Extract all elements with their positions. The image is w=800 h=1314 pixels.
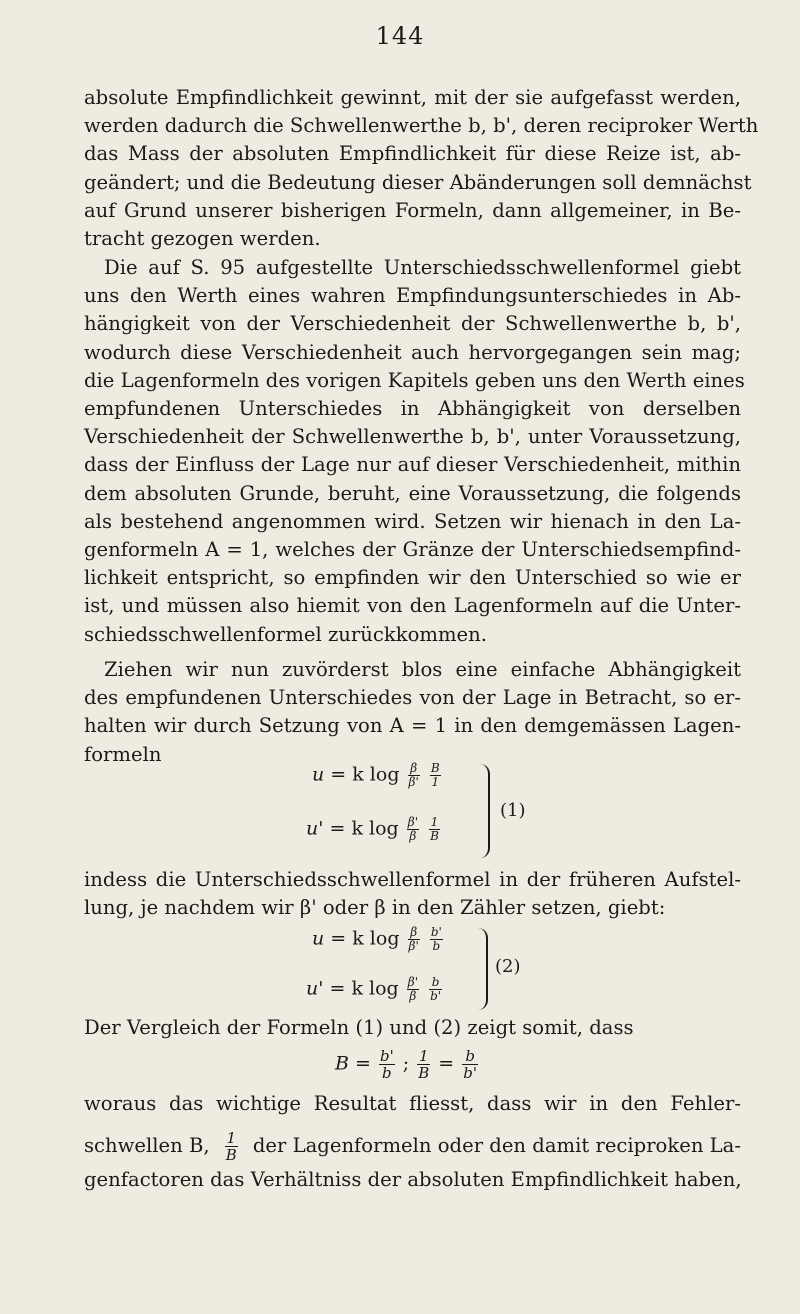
paragraph-2 [84,254,745,649]
formula-brace [478,928,488,1010]
text-line: Der Vergleich der Formeln (1) und (2) zeigt somit, dass [84,1016,634,1039]
paragraph-6 [84,1090,741,1118]
text-segment: der Lagenformeln oder den damit reciproken La- [252,1134,741,1158]
text-line: hängigkeit von der Verschiedenheit der Schwellenwerthe b, b', [84,312,741,336]
formula-operator: = k log [329,977,399,1000]
fraction-denominator: β' [408,775,419,789]
text-line: uns den Werth eines wahren Empfindungsunterschiedes in Ab- [84,284,741,308]
formula-2-line-a [312,926,445,953]
fraction-numerator: β [408,926,420,940]
text-line: das Mass der absoluten Empfindlichkeit für diese Reize ist, ab- [84,142,741,166]
fraction [430,926,443,953]
text-line: ist, und müssen also hiemit von den Lagenformeln auf die Unter- [84,594,741,618]
formula-operator: = k log [330,763,400,786]
fraction-numerator: β' [407,815,419,829]
fraction-denominator: 1 [431,775,440,789]
fraction [462,1048,478,1081]
formula-operator: = k log [329,817,399,840]
text-line: indess die Unterschiedsschwellenformel in der früheren Aufstel- [84,868,741,891]
formula-3 [335,1048,480,1081]
text-line: formeln [84,742,162,766]
text-line: lichkeit entspricht, so empfinden wir den Unterschied so wie er [84,566,741,590]
fraction [379,1048,395,1081]
formula-separator: ; [402,1052,410,1075]
fraction [429,976,442,1003]
fraction-numerator: b [429,976,442,990]
fraction-numerator: β' [407,975,419,989]
fraction-numerator: b [462,1048,478,1065]
text-line: Ziehen wir nun zuvörderst blos eine einfache Abhängigkeit [104,658,741,681]
equation-number: (2) [495,956,521,977]
text-line: woraus das wichtige Resultat fliesst, dass wir in den Fehler- [84,1092,741,1115]
formula-operator: = k log [330,927,400,950]
formula-brace [480,764,490,858]
text-line: auf Grund unserer bisherigen Formeln, dann allgemeiner, in Be- [84,198,741,222]
text-line: tracht gezogen werden. [84,227,321,251]
equation-number: (1) [500,800,526,821]
page-number: 144 [375,22,425,50]
fraction-denominator: b' [430,989,442,1003]
fraction-denominator: b [382,1064,392,1082]
formula-1-line-b [306,816,442,843]
formula-2-line-b [306,976,444,1003]
text-line: dass der Einfluss der Lage nur auf dieser Verschiedenheit, mithin [84,453,741,477]
fraction-numerator: 1 [418,1047,429,1065]
paragraph-6-line-2 [84,1130,741,1163]
fraction-denominator: β' [408,939,419,953]
fraction-denominator: β [409,829,417,843]
fraction [407,816,419,843]
fraction-denominator: B [430,829,439,843]
fraction [408,926,420,953]
fraction-numerator: 1 [226,1129,237,1147]
text-line: werden dadurch die Schwellenwerthe b, b', deren reciproker Werth [84,114,759,138]
paragraph-1 [84,84,759,253]
fraction-denominator: B [418,1064,430,1082]
fraction-denominator: b [432,939,441,953]
text-line: genfactoren das Verhältniss der absoluten Empfindlichkeit haben, [84,1168,742,1191]
text-line: absolute Empfindlichkeit gewinnt, mit der sie aufgefasst werden, [84,86,741,109]
fraction [407,976,419,1003]
fraction-numerator: β [408,762,420,776]
formula-lhs: u' [306,977,324,1000]
formula-lhs: u [312,927,325,950]
fraction-denominator: b' [463,1064,477,1082]
paragraph-4 [84,866,741,922]
fraction [430,762,441,789]
paragraph-6-line-3 [84,1166,741,1194]
text-line: lung, je nachdem wir β' oder β in den Zähler setzen, giebt: [84,896,666,920]
text-line: schiedsschwellenformel zurückkommen. [84,622,488,646]
formula-lhs: u [312,763,325,786]
fraction-numerator: b' [430,925,442,939]
fraction [225,1130,238,1163]
text-line: geändert; und die Bedeutung dieser Abänderungen soll demnächst [84,170,752,194]
text-line: halten wir durch Setzung von A = 1 in den demgemässen Lagen- [84,714,741,738]
paragraph-3 [84,656,741,769]
text-segment: schwellen B, [84,1134,210,1158]
text-line: als bestehend angenommen wird. Setzen wir hienach in den La- [84,509,741,533]
fraction [408,762,420,789]
text-line: des empfundenen Unterschiedes von der Lage in Betracht, so er- [84,686,741,710]
text-line: dem absoluten Grunde, beruht, eine Voraussetzung, die folgends [84,481,741,505]
text-line: Die auf S. 95 aufgestellte Unterschiedsschwellenformel giebt [104,256,741,279]
text-line: wodurch diese Verschiedenheit auch hervorgegangen sein mag; [84,340,741,364]
fraction [429,816,440,843]
fraction [417,1048,430,1081]
formula-lhs: B = [335,1052,371,1075]
formula-operator: = [438,1052,455,1075]
text-line: genformeln A = 1, welches der Gränze der Unterschiedsempfind- [84,538,741,562]
fraction-denominator: β [409,989,417,1003]
fraction-numerator: 1 [430,815,439,829]
paragraph-5 [84,1014,741,1042]
formula-1-line-a [312,762,443,789]
text-line: empfundenen Unterschiedes in Abhängigkeit von derselben [84,397,741,421]
fraction-numerator: b' [379,1047,394,1065]
fraction-denominator: B [225,1146,237,1164]
formula-lhs: u' [306,817,324,840]
text-line: Verschiedenheit der Schwellenwerthe b, b', unter Voraussetzung, [84,425,741,449]
text-line: die Lagenformeln des vorigen Kapitels geben uns den Werth eines [84,368,745,392]
fraction-numerator: B [430,761,440,775]
